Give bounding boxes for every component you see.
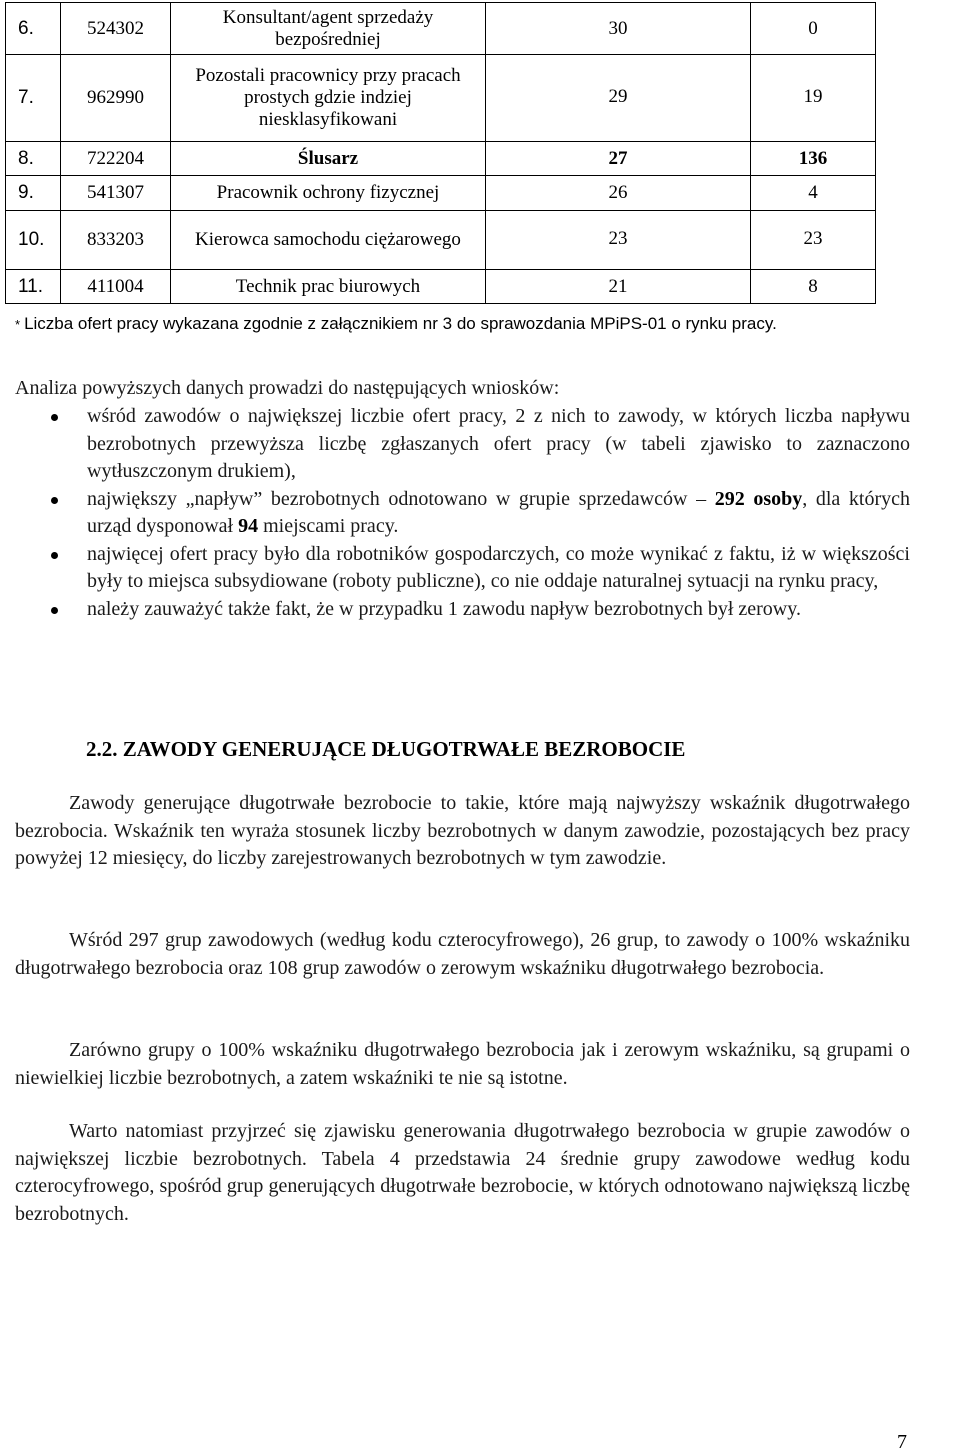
paragraph: Wśród 297 grup zawodowych (według kodu czterocyfrowego), 26 grup, to zawody o 100% wskaźniku długotrwałego bezrobocia oraz 108 grup zawodów o zerowym wskaźniku długotrwałego bezrobocia.	[15, 929, 910, 979]
occupation-name: Kierowca samochodu ciężarowego	[171, 211, 486, 270]
inflow-count: 23	[486, 211, 751, 270]
offers-count: 19	[751, 55, 876, 142]
analysis-intro: Analiza powyższych danych prowadzi do następujących wniosków:	[15, 377, 560, 399]
table-row	[6, 211, 876, 270]
bullet-icon	[51, 607, 58, 614]
conclusion-text: wśród zawodów o największej liczbie ofert pracy, 2 z nich to zawody, w których liczba napływu bezrobotnych przewyższa liczbę zgłaszanych ofert pracy (w tabeli zjawisko to zaznaczono wytłuszczonym drukiem),	[87, 405, 910, 482]
conclusion-text-post: miejscami pracy.	[258, 515, 399, 537]
occupation-code: 411004	[61, 270, 171, 304]
list-item	[15, 596, 910, 624]
row-number: 10.	[6, 211, 61, 270]
row-number: 6.	[6, 3, 61, 55]
bullet-icon	[51, 414, 58, 421]
occupation-name: Konsultant/agent sprzedaży bezpośredniej	[171, 3, 486, 55]
occupation-name: Pozostali pracownicy przy pracach prostych gdzie indziej niesklasyfikowani	[171, 55, 486, 142]
inflow-count: 27	[486, 142, 751, 176]
table-row	[6, 270, 876, 304]
bullet-icon	[51, 497, 58, 504]
occupation-name: Pracownik ochrony fizycznej	[171, 176, 486, 211]
inflow-count: 29	[486, 55, 751, 142]
conclusion-bold-count: 292 osoby	[714, 487, 803, 510]
inflow-count: 26	[486, 176, 751, 211]
occupation-code: 833203	[61, 211, 171, 270]
conclusion-text: należy zauważyć także fakt, że w przypadku 1 zawodu napływ bezrobotnych był zerowy.	[87, 597, 801, 620]
bullet-icon	[51, 552, 58, 559]
table-row	[6, 142, 876, 176]
paragraph: Zarówno grupy o 100% wskaźniku długotrwałego bezrobocia jak i zerowym wskaźniku, są grupami o niewielkiej liczbie bezrobotnych, a zatem wskaźniki te nie są istotne.	[15, 1039, 910, 1089]
offers-count: 23	[751, 211, 876, 270]
paragraph: Zawody generujące długotrwałe bezrobocie to takie, które mają najwyższy wskaźnik długotrwałego bezrobocia. Wskaźnik ten wyraża stosunek liczby bezrobotnych w danym zawodzie, pozostających bez pracy powyżej 12 miesięcy, do liczby zarejestrowanych bezrobotnych w tym zawodzie.	[15, 792, 910, 869]
offers-count: 8	[751, 270, 876, 304]
table-row	[6, 176, 876, 211]
table-footnote	[15, 313, 777, 336]
occupation-name: Technik prac biurowych	[171, 270, 486, 304]
conclusion-text-mid: , dla których urząd dysponował	[87, 487, 911, 537]
list-item	[15, 403, 910, 486]
table-row	[6, 55, 876, 142]
page-number: 7	[897, 1431, 907, 1453]
conclusion-bold-offers: 94	[238, 515, 259, 537]
conclusion-text: najwięcej ofert pracy było dla robotników gospodarczych, co może wynikać z faktu, iż w większości były to miejsca subsydiowane (roboty publiczne), co nie oddaje naturalnej sytuacji na rynku pracy,	[87, 542, 910, 592]
conclusions-list	[15, 403, 910, 623]
inflow-count: 30	[486, 3, 751, 55]
table-row	[6, 3, 876, 55]
occupation-code: 524302	[61, 3, 171, 55]
occupation-code: 722204	[61, 142, 171, 176]
row-number: 11.	[6, 270, 61, 304]
occupation-code: 962990	[61, 55, 171, 142]
list-item	[15, 541, 910, 596]
occupation-name: Ślusarz	[171, 142, 486, 176]
offers-count: 4	[751, 176, 876, 211]
occupation-code: 541307	[61, 176, 171, 211]
inflow-count: 21	[486, 270, 751, 304]
conclusion-text-pre: największy „napływ” bezrobotnych odnotowano w grupie sprzedawców –	[87, 487, 715, 510]
occupations-table-wrap	[5, 2, 875, 304]
row-number: 7.	[6, 55, 61, 142]
section-heading: 2.2. ZAWODY GENERUJĄCE DŁUGOTRWAŁE BEZROBOCIE	[86, 737, 686, 761]
row-number: 8.	[6, 142, 61, 176]
offers-count: 0	[751, 3, 876, 55]
footnote-marker: *	[15, 317, 21, 332]
list-item	[15, 486, 910, 541]
row-number: 9.	[6, 176, 61, 211]
offers-count: 136	[751, 142, 876, 176]
footnote-text: Liczba ofert pracy wykazana zgodnie z załącznikiem nr 3 do sprawozdania MPiPS-01 o rynku pracy.	[24, 314, 777, 333]
occupations-table	[5, 2, 876, 304]
paragraph: Warto natomiast przyjrzeć się zjawisku generowania długotrwałego bezrobocia w grupie zawodów o największej liczbie bezrobotnych. Tabela 4 przedstawia 24 średnie grupy zawodowe według kodu czterocyfrowego, spośród grup generujących długotrwałe bezrobocie, w których odnotowano największą liczbę bezrobotnych.	[15, 1120, 910, 1225]
